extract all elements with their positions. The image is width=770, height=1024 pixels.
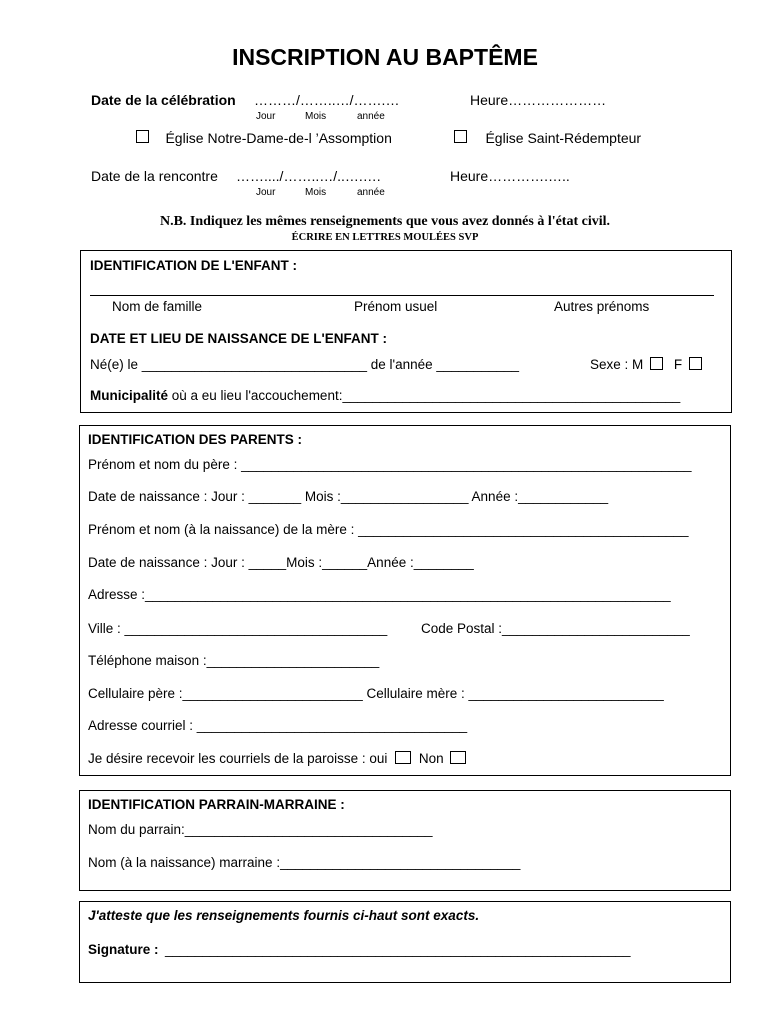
code-postal-field[interactable]: Code Postal :_________________________ xyxy=(421,621,690,636)
naissance-mere-field[interactable]: Date de naissance : Jour : _____Mois :______Année :________ xyxy=(88,555,474,570)
celebration-date-field[interactable]: ………/……..…/…….… xyxy=(254,92,400,108)
nb-note: N.B. Indiquez les mêmes renseignements que vous avez donnés à l'état civil. xyxy=(159,214,611,229)
municipalite-field[interactable] xyxy=(90,388,680,403)
rencontre-heure-field[interactable]: Heure………….….. xyxy=(450,168,570,184)
ne-le-field[interactable]: Né(e) le ______________________________ de l'année ___________ xyxy=(90,357,519,372)
cellulaires-field[interactable]: Cellulaire père :________________________ Cellulaire mère : __________________________ xyxy=(88,686,664,701)
jour-caption: Jour xyxy=(256,111,276,122)
non-label: Non xyxy=(418,751,444,766)
annee-caption: année xyxy=(357,187,385,198)
page-title: INSCRIPTION AU BAPTÊME xyxy=(232,44,538,70)
sexe-m-label: Sexe : M xyxy=(590,357,644,372)
enfant-name-line[interactable] xyxy=(90,295,714,296)
church2-checkbox[interactable] xyxy=(454,130,467,143)
church2-option[interactable] xyxy=(454,130,641,148)
autres-prenoms-caption: Autres prénoms xyxy=(554,299,650,314)
signature-label: Signature : xyxy=(88,942,159,957)
celebration-heure-field[interactable]: Heure………………… xyxy=(470,92,607,108)
mois-caption: Mois xyxy=(305,111,327,122)
recevoir-courriels-row xyxy=(88,751,466,766)
nom-famille-caption: Nom de famille xyxy=(112,299,203,314)
prenom-usuel-caption: Prénom usuel xyxy=(354,299,438,314)
rencontre-date-label: Date de la rencontre xyxy=(91,168,218,184)
church1-label: Église Notre-Dame-de-l ’Assomption xyxy=(165,130,392,146)
oui-checkbox[interactable] xyxy=(395,751,411,764)
annee-caption: année xyxy=(357,111,385,122)
pere-field[interactable]: Prénom et nom du père : ____________________________________________________________ xyxy=(88,457,692,472)
ville-field[interactable]: Ville : ___________________________________ xyxy=(88,621,388,636)
mere-field[interactable]: Prénom et nom (à la naissance) de la mère : ____________________________________________ xyxy=(88,522,689,537)
attestation-text: J'atteste que les renseignements fournis ci-haut sont exacts. xyxy=(88,908,480,923)
parrain-field[interactable]: Nom du parrain:_________________________________ xyxy=(88,822,433,837)
ecrire-note: ÉCRIRE EN LETTRES MOULÉES SVP xyxy=(291,232,479,243)
municipalite-label: Municipalité xyxy=(90,388,169,403)
marraine-field[interactable]: Nom (à la naissance) marraine :________________________________ xyxy=(88,855,521,870)
church1-option[interactable] xyxy=(136,130,392,148)
courriel-field[interactable]: Adresse courriel : ____________________________________ xyxy=(88,718,468,733)
sexe-field xyxy=(590,357,702,372)
church1-checkbox[interactable] xyxy=(136,130,149,143)
municipalite-rest: où a eu lieu l'accouchement:_____________________________________________ xyxy=(168,388,681,403)
rencontre-date-field[interactable]: ……..../……..…/..….…. xyxy=(236,168,381,184)
sexe-f-checkbox[interactable] xyxy=(689,357,702,370)
signature-field[interactable]: ______________________________________________________________ xyxy=(165,942,631,957)
sexe-f-label: F xyxy=(673,357,683,372)
telephone-field[interactable]: Téléphone maison :_______________________ xyxy=(88,653,380,668)
non-checkbox[interactable] xyxy=(450,751,466,764)
recevoir-label: Je désire recevoir les courriels de la paroisse : oui xyxy=(88,751,388,766)
parents-heading: IDENTIFICATION DES PARENTS : xyxy=(88,432,303,447)
enfant-heading: IDENTIFICATION DE L'ENFANT : xyxy=(90,258,297,273)
adresse-field[interactable]: Adresse :______________________________________________________________________ xyxy=(88,587,671,602)
jour-caption: Jour xyxy=(256,187,276,198)
naissance-heading: DATE ET LIEU DE NAISSANCE DE L'ENFANT : xyxy=(90,331,387,346)
sexe-m-checkbox[interactable] xyxy=(650,357,663,370)
church2-label: Église Saint-Rédempteur xyxy=(485,130,642,146)
parrain-heading: IDENTIFICATION PARRAIN-MARRAINE : xyxy=(88,797,345,812)
celebration-date-label: Date de la célébration xyxy=(91,92,236,108)
mois-caption: Mois xyxy=(305,187,327,198)
naissance-pere-field[interactable]: Date de naissance : Jour : _______ Mois :_________________ Année :____________ xyxy=(88,489,609,504)
